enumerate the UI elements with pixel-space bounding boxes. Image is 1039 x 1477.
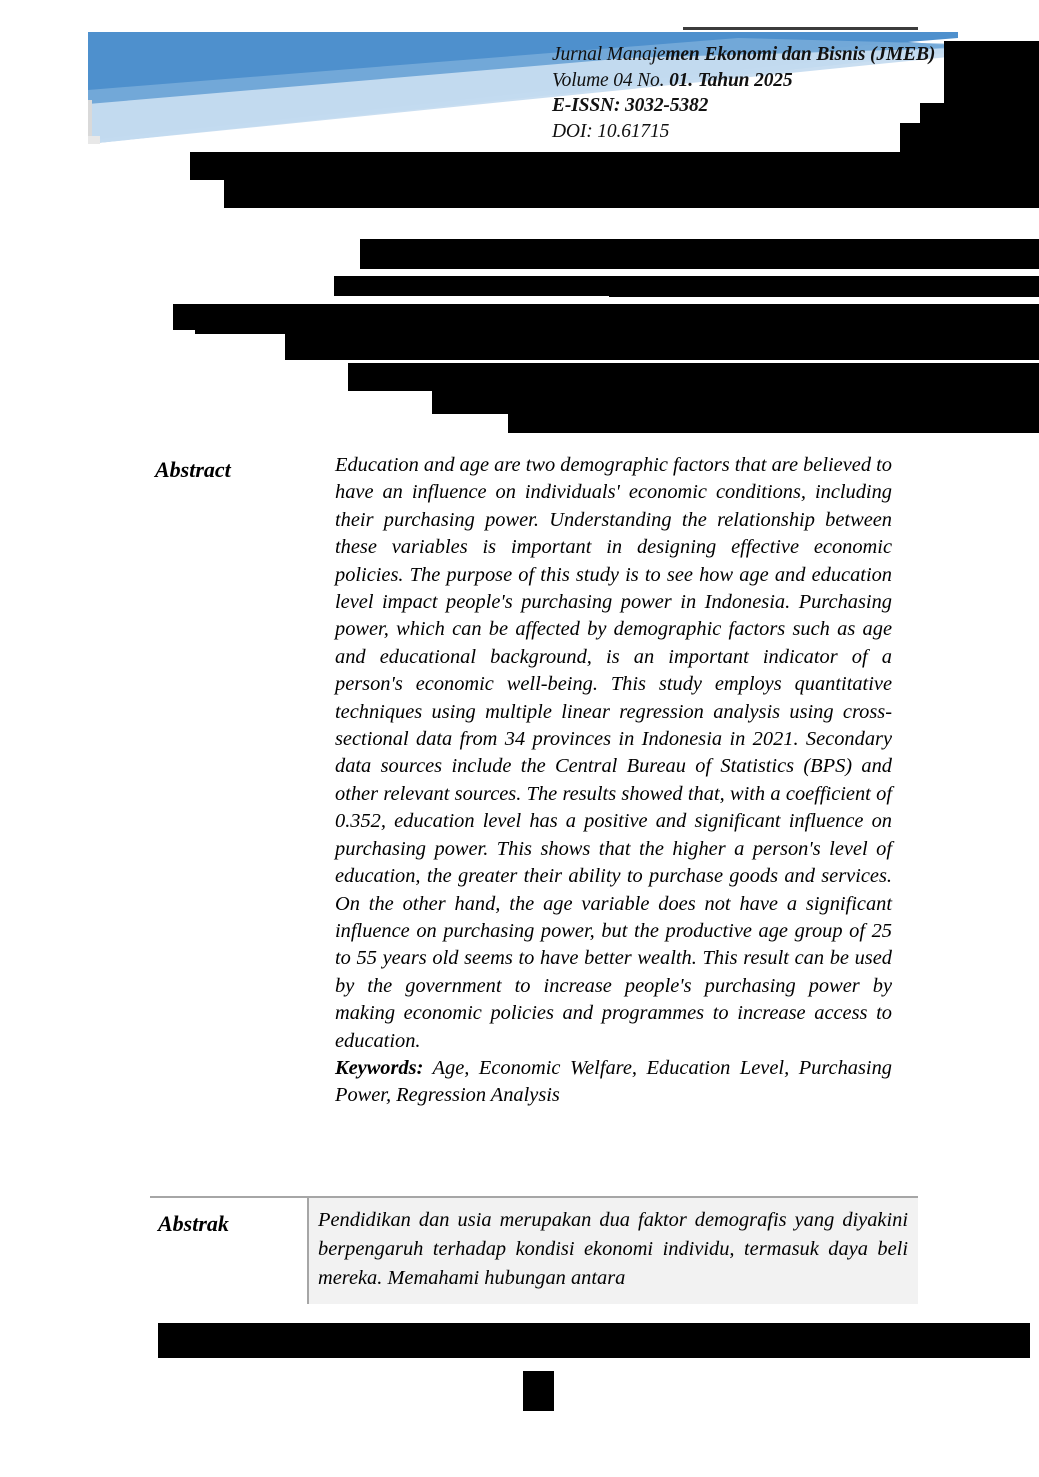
redaction-affiliation-line-4 <box>285 330 1039 360</box>
redaction-affiliation-line-3 <box>904 312 1039 326</box>
journal-eissn: E-ISSN: 3032-5382 <box>552 95 709 116</box>
abstract-keywords <box>335 1055 892 1110</box>
abstract-body-text: Education and age are two demographic factors that are believed to have an influence on individuals' economic conditions, including their purchasing power. Understanding the relationship between these variables is important in designing effective economic policies. The purpose of this study is to see how age and education level impact people's purchasing power in Indonesia. Purchasing power, which can be affected by demographic factors such as age and educational background, is an important indicator of a person's economic well-being. This study employs quantitative techniques using multiple linear regression analysis using cross-sectional data from 34 provinces in Indonesia in 2021. Secondary data sources include the Central Bureau of Statistics (BPS) and other relevant sources. The results showed that, with a coefficient of 0.352, education level has a positive and significant influence on purchasing power. This shows that the higher a person's level of education, the greater their ability to purchase goods and services. On the other hand, the age variable does not have a significant influence on purchasing power, but the productive age group of 25 to 55 years old seems to have better wealth. This result can be used by the government to increase people's purchasing power by making economic policies and programmes to increase access to education. <box>335 454 892 1052</box>
header-top-rule <box>683 27 918 30</box>
abstrak-column-divider <box>307 1198 309 1304</box>
keywords-value: Age, Economic Welfare, Education Level, Purchasing Power, Regression Analysis <box>335 1056 892 1107</box>
journal-title-bold: men Ekonomi dan Bisnis (JMEB) <box>665 44 936 65</box>
redaction-footer-bar <box>158 1323 1030 1358</box>
journal-title-plain: Jurnal Manaje <box>552 44 666 65</box>
journal-volume-plain: Volume 04 No. <box>552 69 670 91</box>
journal-title-line <box>552 42 982 68</box>
redaction-email-line-3 <box>508 411 1039 433</box>
redaction-author-line-1 <box>360 239 1039 269</box>
redaction-title-line-1 <box>190 152 1039 180</box>
journal-volume-bold: 01. Tahun 2025 <box>669 69 793 91</box>
abstract-label: Abstract <box>155 457 231 482</box>
keywords-label: Keywords: <box>335 1056 424 1079</box>
abstrak-label: Abstrak <box>158 1211 229 1236</box>
redaction-author-gap-fill <box>609 285 1039 297</box>
journal-volume-line <box>552 68 982 94</box>
abstrak-body-text: Pendidikan dan usia merupakan dua faktor demografis yang diyakini berpengaruh terhadap kondisi ekonomi individu, termasuk daya beli mereka. Memahami hubungan antara <box>318 1209 908 1289</box>
redaction-header-right-3 <box>900 123 1039 153</box>
redaction-header-right-2 <box>920 103 1039 125</box>
redaction-page-number <box>523 1371 554 1411</box>
redaction-email-line-1 <box>348 363 1039 391</box>
abstract-section <box>150 452 892 1110</box>
journal-doi: DOI: 10.61715 <box>552 120 670 142</box>
redaction-title-line-2 <box>224 180 1039 208</box>
abstrak-section <box>150 1196 918 1304</box>
